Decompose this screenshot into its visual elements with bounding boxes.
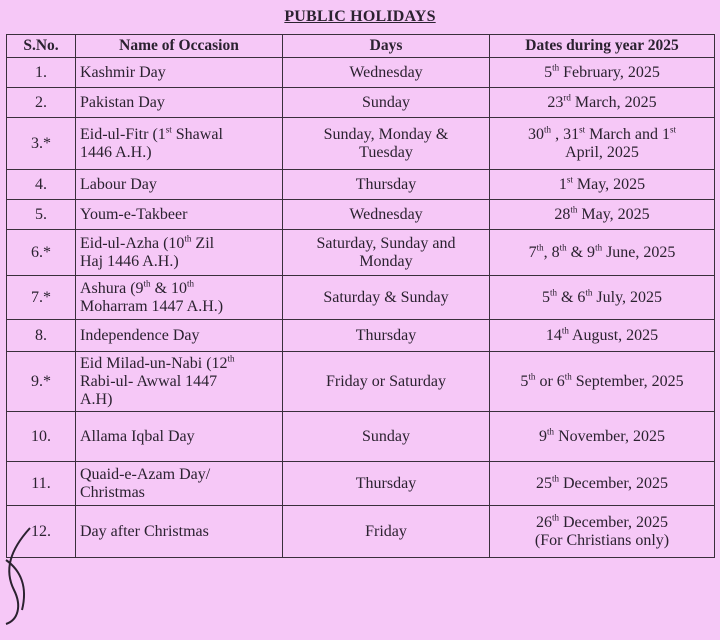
table-row [7,462,715,506]
cell-sno: 7.* [7,276,76,320]
table-row [7,276,715,320]
table-row [7,58,715,88]
cell-occasion: Allama Iqbal Day [76,412,283,462]
table-row [7,170,715,200]
cell-occasion: Quaid-e-Azam Day/ Christmas [76,462,283,506]
cell-days: Thursday [283,170,490,200]
cell-occasion: Eid-ul-Fitr (1st Shawal 1446 A.H.) [76,118,283,170]
cell-sno: 1. [7,58,76,88]
cell-occasion: Pakistan Day [76,88,283,118]
cell-occasion: Labour Day [76,170,283,200]
col-header-dates: Dates during year 2025 [490,35,715,58]
cell-occasion: Youm-e-Takbeer [76,200,283,230]
cell-days: Saturday & Sunday [283,276,490,320]
table-row [7,200,715,230]
cell-days: Sunday [283,88,490,118]
cell-dates: 25th December, 2025 [490,462,715,506]
cell-dates: 7th, 8th & 9th June, 2025 [490,230,715,276]
cell-days: Thursday [283,320,490,352]
cell-occasion: Kashmir Day [76,58,283,88]
cell-sno: 10. [7,412,76,462]
cell-dates: 30th , 31st March and 1st April, 2025 [490,118,715,170]
table-row [7,230,715,276]
cell-occasion: Day after Christmas [76,506,283,558]
cell-days: Sunday [283,412,490,462]
cell-days: Friday [283,506,490,558]
cell-days: Saturday, Sunday and Monday [283,230,490,276]
cell-dates: 28th May, 2025 [490,200,715,230]
table-row [7,412,715,462]
cell-sno: 8. [7,320,76,352]
cell-sno: 9.* [7,352,76,412]
cell-sno: 11. [7,462,76,506]
signature-mark [0,520,40,630]
cell-dates: 14th August, 2025 [490,320,715,352]
cell-occasion: Independence Day [76,320,283,352]
cell-dates: 5th & 6th July, 2025 [490,276,715,320]
cell-days: Wednesday [283,200,490,230]
cell-sno: 2. [7,88,76,118]
cell-days: Friday or Saturday [283,352,490,412]
cell-dates: 5th February, 2025 [490,58,715,88]
table-row [7,506,715,558]
cell-dates: 5th or 6th September, 2025 [490,352,715,412]
cell-dates: 9th November, 2025 [490,412,715,462]
cell-sno: 3.* [7,118,76,170]
page-title: PUBLIC HOLIDAYS [284,8,436,25]
cell-dates: 23rd March, 2025 [490,88,715,118]
table-body [7,58,715,558]
cell-occasion: Eid-ul-Azha (10th Zil Haj 1446 A.H.) [76,230,283,276]
col-header-days: Days [283,35,490,58]
table-row [7,88,715,118]
col-header-sno: S.No. [7,35,76,58]
col-header-occasion: Name of Occasion [76,35,283,58]
cell-sno: 5. [7,200,76,230]
cell-dates: 26th December, 2025 (For Christians only) [490,506,715,558]
cell-sno: 12. [7,506,76,558]
table-row [7,118,715,170]
cell-days: Wednesday [283,58,490,88]
table-header-row [7,35,715,58]
cell-occasion: Eid Milad-un-Nabi (12th Rabi-ul- Awwal 1447 A.H) [76,352,283,412]
cell-sno: 4. [7,170,76,200]
cell-sno: 6.* [7,230,76,276]
cell-occasion: Ashura (9th & 10th Moharram 1447 A.H.) [76,276,283,320]
cell-days: Sunday, Monday & Tuesday [283,118,490,170]
table-row [7,352,715,412]
holidays-table [6,34,715,558]
cell-dates: 1st May, 2025 [490,170,715,200]
table-row [7,320,715,352]
cell-days: Thursday [283,462,490,506]
